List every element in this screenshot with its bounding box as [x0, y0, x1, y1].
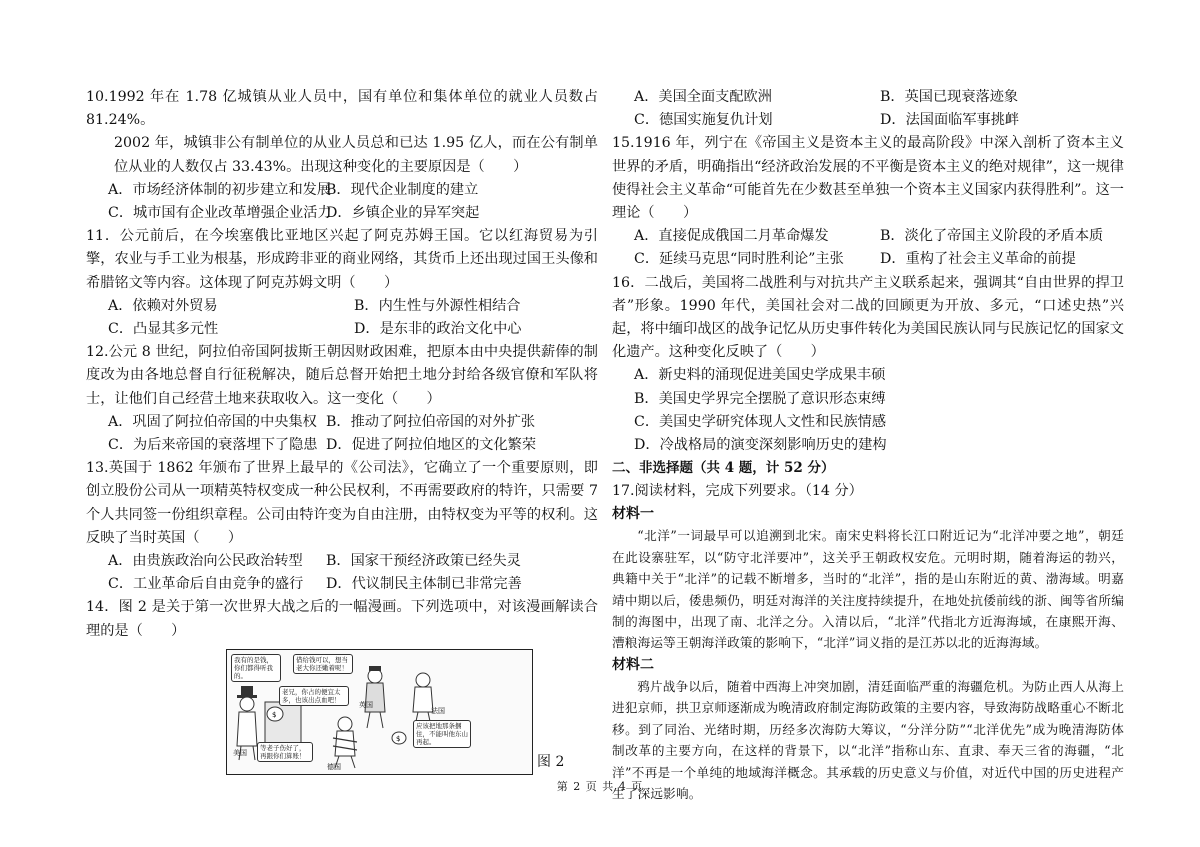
- question-15-stem: 15.1916 年，列宁在《帝国主义是资本主义的最高阶段》中深入剖析了资本主义世界的矛盾，明确指出“经济政治发展的不平衡是资本主义的绝对规律”，这一规律使得社会主义革命“可能首先在少数甚至单独一个资本主义国家内获得胜利”。这一理论（ ）: [612, 135, 1124, 222]
- option-b: B．内生性与外源性相结合: [354, 297, 521, 314]
- option-c: C．美国史学研究体现人文性和民族情感: [634, 413, 887, 430]
- speech-bubble-uk: 借给钱可以，想当老大你还嫩着呢！: [293, 654, 353, 674]
- us-body: [237, 712, 257, 746]
- option-a: A．由贵族政治向公民政治转型: [108, 553, 303, 570]
- question-16-stem: 16．二战后，美国将二战胜利与对抗共产主义联系起来，强调其“自由世界的捍卫者”形象。1990 年代，美国社会对二战的回顾更为开放、多元，“口述史热”兴起，将中缅印战区的战争记忆从历史事件转化为美国民族认同与民族记忆的国家文化遗产。这种变化反映了（ ）: [612, 274, 1124, 361]
- question-10-options: [86, 179, 598, 225]
- option-c: C．为后来帝国的衰落埋下了隐患: [108, 437, 318, 454]
- option-d: D．重构了社会主义革命的前提: [880, 251, 1076, 268]
- option-b: B．美国史学界完全摆脱了意识形态束缚: [634, 390, 886, 407]
- svg-text:$: $: [396, 734, 401, 743]
- option-a: A．巩固了阿拉伯帝国的中央集权: [108, 413, 317, 430]
- option-d: D．促进了阿拉伯地区的文化繁荣: [326, 437, 537, 454]
- option-d: D．冷战格局的演变深刻影响历史的建构: [634, 437, 887, 454]
- material-1-title: 材料一: [612, 506, 654, 523]
- speech-bubble-us: 我有的是钱，你们都得听我的。: [231, 654, 281, 682]
- option-a: A．美国全面支配欧洲: [634, 89, 772, 105]
- speech-bubble-fr-2: 应该把地那条捆住，不能叫他东山再起。: [413, 720, 471, 748]
- option-c: C．延续马克思“同时胜利论”主张: [634, 251, 844, 268]
- material-1-text: “北洋”一词最早可以追溯到北宋。南宋史料将长江口附近记为“北洋冲要之地”，朝廷在此设寨驻军，以“防守北洋要冲”，这关乎王朝政权安危。元明时期，随着海运的勃兴，典籍中关于“北洋”的记载不断增多，当时的“北洋”，指的是山东附近的黄、渤海域。明嘉靖中期以后，倭患频仍，明廷对海洋的关注度持续提升，在地处抗倭前线的浙、闽等省所编制的海图中，出现了南、北洋之分。入清以后，“北洋”代指北方近海海域，在康熙开海、漕粮海运等王朝海洋政策的影响下，“北洋”词义指的是江苏以北的近海海域。: [612, 528, 1124, 651]
- speech-bubble-fr: 老兄，你占的便宜太多，也该出点血吧！: [279, 686, 349, 706]
- question-15-options: [612, 225, 1124, 271]
- figure-label: 图 2: [537, 753, 565, 770]
- option-c: C．德国实施复仇计划: [634, 112, 773, 129]
- question-12-stem: 12.公元 8 世纪，阿拉伯帝国阿拔斯王朝因财政困难，把原本由中央提供薪俸的制度改为由各地总督自行征税解决，随后总督开始把土地分封给各级官僚和军队将士，让他们自己经营土地来获取收入。这一变化（ ）: [86, 344, 598, 407]
- material-2-title: 材料二: [612, 656, 654, 673]
- option-c: C．城市国有企业改革增强企业活力: [108, 205, 332, 222]
- option-a: A．新史料的涌现促进美国史学成果丰硕: [634, 367, 886, 384]
- option-b: B．现代企业制度的建立: [326, 181, 479, 198]
- question-13-stem: 13.英国于 1862 年颁布了世界上最早的《公司法》，它确立了一个重要原则，即创立股份公司从一项精英特权变成一种公民权利，不再需要政府的特许，只需要 7 个人共同签一份组织章程。公司由特许变为自由注册，由特权变为平等的权利。这反映了当时英国（ ）: [86, 460, 598, 546]
- option-a: A．直接促成俄国二月革命爆发: [634, 228, 829, 245]
- option-a: A．依赖对外贸易: [108, 297, 218, 314]
- option-b: B．推动了阿拉伯帝国的对外扩张: [326, 413, 536, 430]
- question-14-stem: 14．图 2 是关于第一次世界大战之后的一幅漫画。下列选项中，对该漫画解读合理的是（ ）: [86, 599, 598, 639]
- uk-cap: [369, 666, 381, 671]
- fr-head: [416, 673, 430, 687]
- top-hat: [241, 686, 253, 696]
- uk-leg: [367, 712, 370, 728]
- question-12-options: [86, 411, 598, 457]
- option-b: B．国家干预经济政策已经失灵: [326, 553, 521, 570]
- option-c: C．凸显其多元性: [108, 321, 219, 338]
- left-column: [86, 86, 598, 777]
- question-17-stem: 17.阅读材料，完成下列要求。（14 分）: [612, 483, 863, 500]
- us-leg: [253, 746, 255, 760]
- label-de: 德国: [327, 762, 341, 771]
- page-footer: 第 2 页 共 4 页: [556, 780, 644, 793]
- section-heading: 二、非选择题（共 4 题，计 52 分）: [612, 460, 835, 477]
- question-11-stem: 11．公元前后，在今埃塞俄比亚地区兴起了阿克苏姆王国。它以红海贸易为引擎，农业与手工业为根基，形成跨非亚的商业网络，其货币上还出现过国王头像和希腊铭文等内容。这体现了阿克苏姆文明（ ）: [86, 228, 598, 291]
- option-c: C．工业革命后自由竞争的盛行: [108, 576, 304, 593]
- question-11-options: [86, 295, 598, 341]
- figure-2-wrapper: [86, 649, 598, 777]
- de-leg: [351, 756, 355, 768]
- question-16-options: [612, 364, 1124, 457]
- ww1-cartoon: [226, 649, 533, 775]
- uk-leg: [380, 712, 383, 728]
- us-head: [240, 697, 254, 711]
- option-b: B．淡化了帝国主义阶段的矛盾本质: [880, 228, 1104, 245]
- question-10-stem-1: 10.1992 年在 1.78 亿城镇从业人员中，国有单位和集体单位的就业人员数占 81.24%。: [86, 89, 598, 129]
- uk-head: [368, 669, 382, 683]
- option-d: D．是东非的政治文化中心: [354, 321, 522, 338]
- question-10-stem-2: 2002 年，城镇非公有制单位的从业人员总和已达 1.95 亿人，而在公有制单位从业的人数仅占 33.43%。出现这种变化的主要原因是（ ）: [114, 135, 598, 175]
- speech-bubble-de: 等老子伤好了，再跟你们算账！: [257, 742, 313, 762]
- option-d: D．法国面临军事挑衅: [880, 112, 1020, 129]
- material-2-text: 鸦片战争以后，随着中西海上冲突加剧，清廷面临严重的海疆危机。为防止西人从海上进犯京师，拱卫京师逐渐成为晚清政府制定海防政策的主要内容，导致海防战略重心不断北移。到了同治、光绪时期，历经多次海防大筹议，“分洋分防”“北洋优先”成为晚清海防体制改革的主要方向，在这样的背景下，以“北洋”指称山东、直隶、奉天三省的海疆，“北洋”不再是一个单纯的地域海洋概念。其承载的历史意义与价值，对近代中国的历史进程产生了深远影响。: [612, 678, 1124, 801]
- de-head: [338, 717, 352, 731]
- option-a: A．市场经济体制的初步建立和发展: [108, 181, 332, 198]
- question-14-options: [612, 86, 1124, 132]
- label-us: 美国: [233, 748, 247, 757]
- fr-body: [413, 687, 433, 712]
- de-body: [335, 731, 355, 756]
- right-column: [612, 86, 1124, 804]
- option-b: B．英国已现衰落迹象: [880, 89, 1019, 105]
- option-d: D．乡镇企业的异军突起: [326, 205, 480, 222]
- label-uk: 英国: [359, 700, 373, 709]
- option-d: D．代议制民主体制已非常完善: [326, 576, 522, 593]
- svg-text:$: $: [272, 710, 277, 719]
- label-fr: 法国: [431, 706, 445, 715]
- question-13-options: [86, 550, 598, 596]
